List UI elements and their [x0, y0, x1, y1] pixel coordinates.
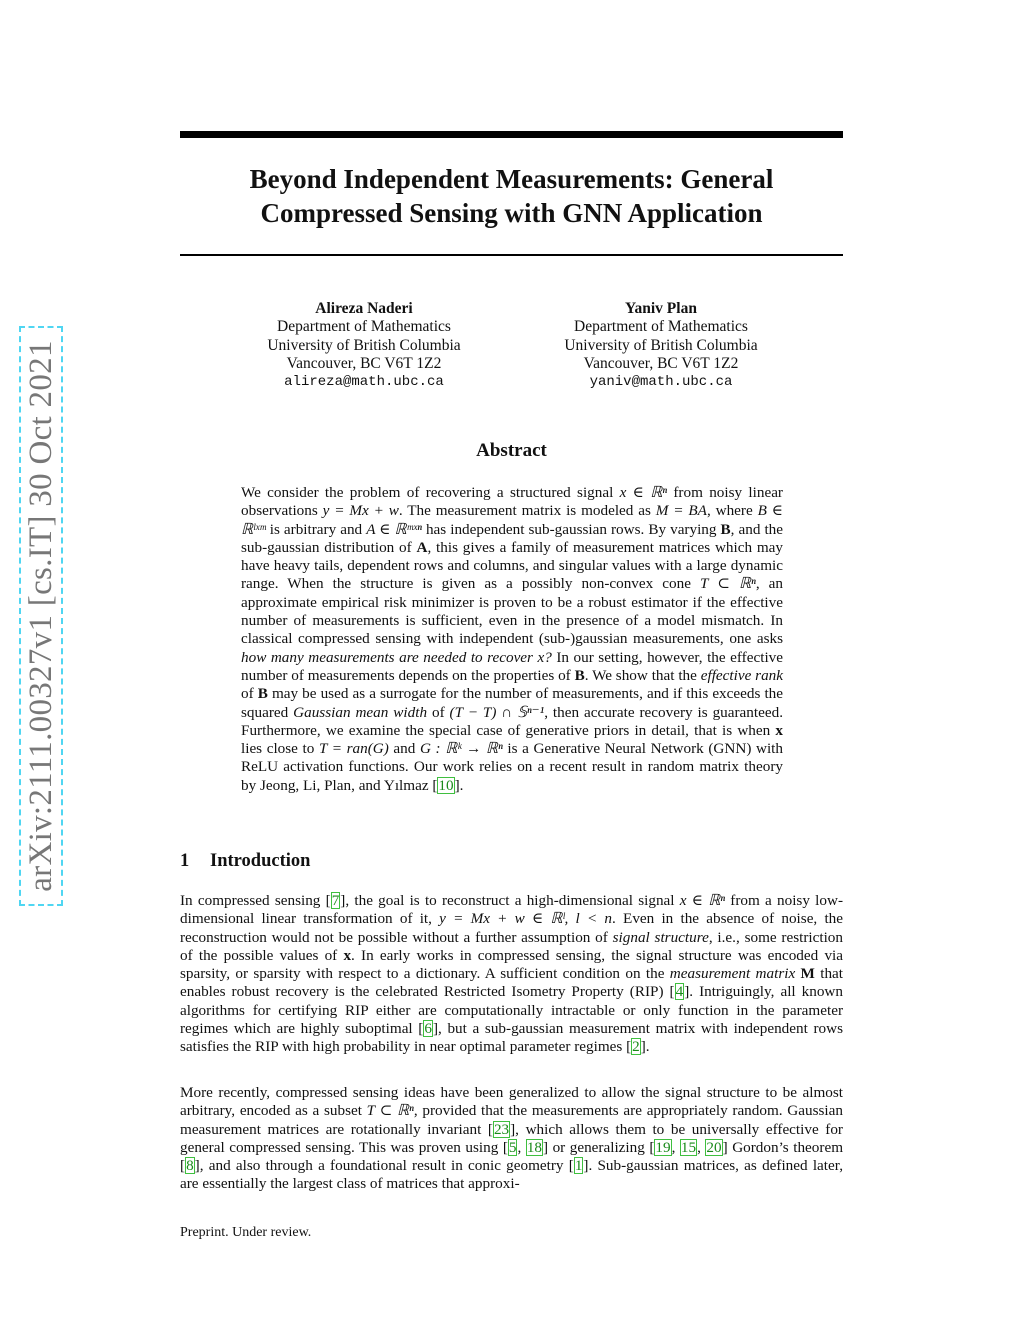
section-title-text: Introduction [210, 851, 311, 871]
body-text: . Even in the absence of noise, the reconstruction would not be possible without a further assumption of [180, 910, 843, 946]
citation-link[interactable]: 10 [438, 776, 454, 794]
emphasis-text: effective rank [700, 666, 784, 684]
abstract-text: and [388, 740, 420, 758]
body-text: , [517, 1138, 526, 1156]
abstract-text: has independent sub-gaussian rows. By varying [421, 520, 721, 538]
author-address: Vancouver, BC V6T 1Z2 [286, 354, 442, 372]
abstract-text: ]. [454, 776, 464, 794]
body-text: ]. Intriguingly, all known algorithms for certifying RIP either are computationally intractable or only function in the parameter regimes which are highly suboptimal [ [180, 983, 843, 1038]
body-text: ] or generalizing [ [543, 1138, 655, 1156]
abstract-text: , this gives a family of measurement matrices which may have heavy tails, dependent rows and columns, and singular values with a large dynamic range. When the structure is given as a possibly non-convex cone [241, 538, 783, 593]
body-text: from a noisy low-dimensional linear transformation of it, [180, 892, 844, 928]
citation-link[interactable]: 4 [675, 983, 684, 1001]
abstract-text: , an approximate empirical risk minimizer is proven to be a robust estimator if the effective number of measurements is sufficient, even in the presence of a model mismatch. In classical compressed sensing with independent (sub-)gaussian measurements, one asks [241, 575, 783, 648]
citation-link[interactable]: 7 [331, 892, 340, 909]
math-expression: T ⊂ ℝⁿ [366, 1102, 414, 1120]
page-footer: Preprint. Under review. [180, 1225, 312, 1240]
math-expression: B [720, 520, 731, 538]
math-expression: B [574, 666, 585, 684]
math-expression: M = BA [655, 502, 707, 520]
author-university: University of British Columbia [267, 336, 461, 354]
math-expression: G : ℝᵏ → ℝⁿ [419, 740, 503, 758]
body-text: ]. Sub-gaussian matrices, as defined later, are essentially the largest class of matrices that approxi- [180, 1157, 844, 1193]
author-email[interactable]: alireza@math.ubc.ca [284, 374, 444, 391]
citation-link[interactable]: 18 [526, 1138, 542, 1156]
intro-paragraph-2 [180, 1084, 843, 1194]
abstract-text: , and the sub-gaussian distribution of [241, 520, 784, 556]
math-expression: T ⊂ ℝⁿ [700, 575, 756, 593]
abstract-text: is arbitrary and [265, 520, 367, 538]
abstract-text: We consider the problem of recovering a structured signal [241, 484, 620, 501]
abstract-text: of [241, 685, 258, 703]
author-1 [214, 300, 514, 391]
citation-link[interactable]: 5 [508, 1138, 517, 1156]
arxiv-identifier[interactable]: arXiv:2111.00327v1 [cs.IT] 30 Oct 2021 [19, 326, 63, 906]
body-text: More recently, compressed sensing ideas have been generalized to allow the signal structure to be almost arbitrary, encoded as a subset [180, 1084, 843, 1120]
abstract-heading: Abstract [476, 440, 547, 461]
body-text: , [671, 1138, 680, 1156]
body-text: ], but a sub-gaussian measurement matrix with independent rows satisfies the RIP with high probability in near optimal parameter regimes [ [180, 1020, 843, 1056]
citation-link[interactable]: 15 [680, 1138, 697, 1156]
math-expression: x [775, 721, 783, 739]
math-expression: M [795, 965, 815, 983]
body-text: , provided that the measurements are appropriately random. Gaussian measurement matrices are rotationally invariant [ [180, 1102, 843, 1138]
author-email[interactable]: yaniv@math.ubc.ca [589, 374, 733, 391]
body-text: . In early works in compressed sensing, the signal structure was encoded via sparsity, or sparsity with respect to a dictionary. A sufficient condition on the [180, 946, 843, 983]
abstract-text: , then accurate recovery is guaranteed. Furthermore, we examine the special case of generative priors in detail, that is when [241, 703, 783, 739]
math-expression: x ∈ ℝⁿ [679, 892, 726, 909]
author-department: Department of Mathematics [574, 318, 748, 336]
citation-link[interactable]: 23 [493, 1120, 510, 1138]
abstract-text: , where [706, 502, 758, 520]
body-text: that enables robust recovery is the celebrated Restricted Isometry Property (RIP) [ [180, 965, 844, 1001]
abstract-text: . We show that the [584, 666, 701, 684]
section-number: 1 [180, 851, 190, 871]
citation-link[interactable]: 2 [632, 1038, 640, 1056]
math-expression: x? [532, 648, 552, 666]
abstract-text: . The measurement matrix is modeled as [398, 502, 656, 520]
author-address: Vancouver, BC V6T 1Z2 [583, 354, 739, 372]
author-name: Alireza Naderi [315, 300, 413, 317]
citation-link[interactable]: 19 [655, 1138, 671, 1156]
math-expression: x [343, 946, 352, 964]
math-expression: y = Mx + w [322, 502, 399, 520]
body-text: , i.e., some restriction of the possible values of [180, 928, 843, 964]
emphasis-text: signal structure [612, 928, 709, 946]
abstract-text: from noisy linear observations [241, 484, 783, 520]
math-expression: (T − T) ∩ 𝕊ⁿ⁻¹ [449, 703, 545, 721]
emphasis-text: how many measurements are needed to recover [241, 648, 533, 666]
author-university: University of British Columbia [564, 336, 758, 354]
math-expression: T = ran(G) [318, 740, 389, 758]
abstract-text: is a Generative Neural Network (GNN) with ReLU activation functions. Our work relies on a recent result in random matrix theory by Jeong, Li, Plan, and Yılmaz [ [241, 740, 783, 794]
citation-link[interactable]: 1 [574, 1157, 583, 1175]
paper-title: Beyond Independent Measurements: General Compressed Sensing with GNN Application [249, 164, 774, 228]
abstract-text: may be used as a surrogate for the number of measurements, and if this exceeds the squared [241, 685, 784, 721]
math-expression: B ∈ ℝˡˣᵐ [241, 502, 783, 538]
abstract-body [241, 484, 783, 795]
citation-link[interactable]: 8 [186, 1157, 194, 1175]
intro-paragraph-1 [180, 892, 843, 1057]
citation-link[interactable]: 6 [424, 1020, 432, 1038]
math-expression: A ∈ ℝᵐˣⁿ [366, 520, 422, 538]
section-heading [180, 851, 310, 872]
math-expression: A [416, 538, 428, 556]
body-text: ], the goal is to reconstruct a high-dimensional signal [340, 892, 680, 909]
body-text: ], and also through a foundational result in conic geometry [ [194, 1157, 574, 1175]
citation-link[interactable]: 20 [706, 1138, 722, 1156]
body-text: In compressed sensing [ [180, 892, 331, 909]
author-2 [511, 300, 811, 391]
math-expression: B [257, 685, 268, 703]
abstract-text: lies close to [241, 740, 319, 758]
author-department: Department of Mathematics [277, 318, 451, 336]
author-name: Yaniv Plan [625, 300, 697, 317]
title-bottom-rule [180, 254, 843, 256]
body-text: ] Gordon’s theorem [ [180, 1138, 844, 1175]
body-text: ]. [640, 1038, 650, 1056]
math-expression: x ∈ ℝⁿ [619, 484, 668, 501]
emphasis-text: measurement matrix [669, 965, 796, 983]
abstract-text: In our setting, however, the effective number of measurements depends on the properties of [241, 648, 783, 684]
body-text: , [697, 1138, 706, 1156]
math-expression: y = Mx + w ∈ ℝˡ, l < n [439, 910, 613, 928]
emphasis-text: Gaussian mean width [293, 703, 428, 721]
abstract-text: of [427, 703, 450, 721]
title-top-rule [180, 131, 843, 138]
body-text: ], which allows them to be universally effective for general compressed sensing. This was proven using [ [180, 1120, 843, 1156]
